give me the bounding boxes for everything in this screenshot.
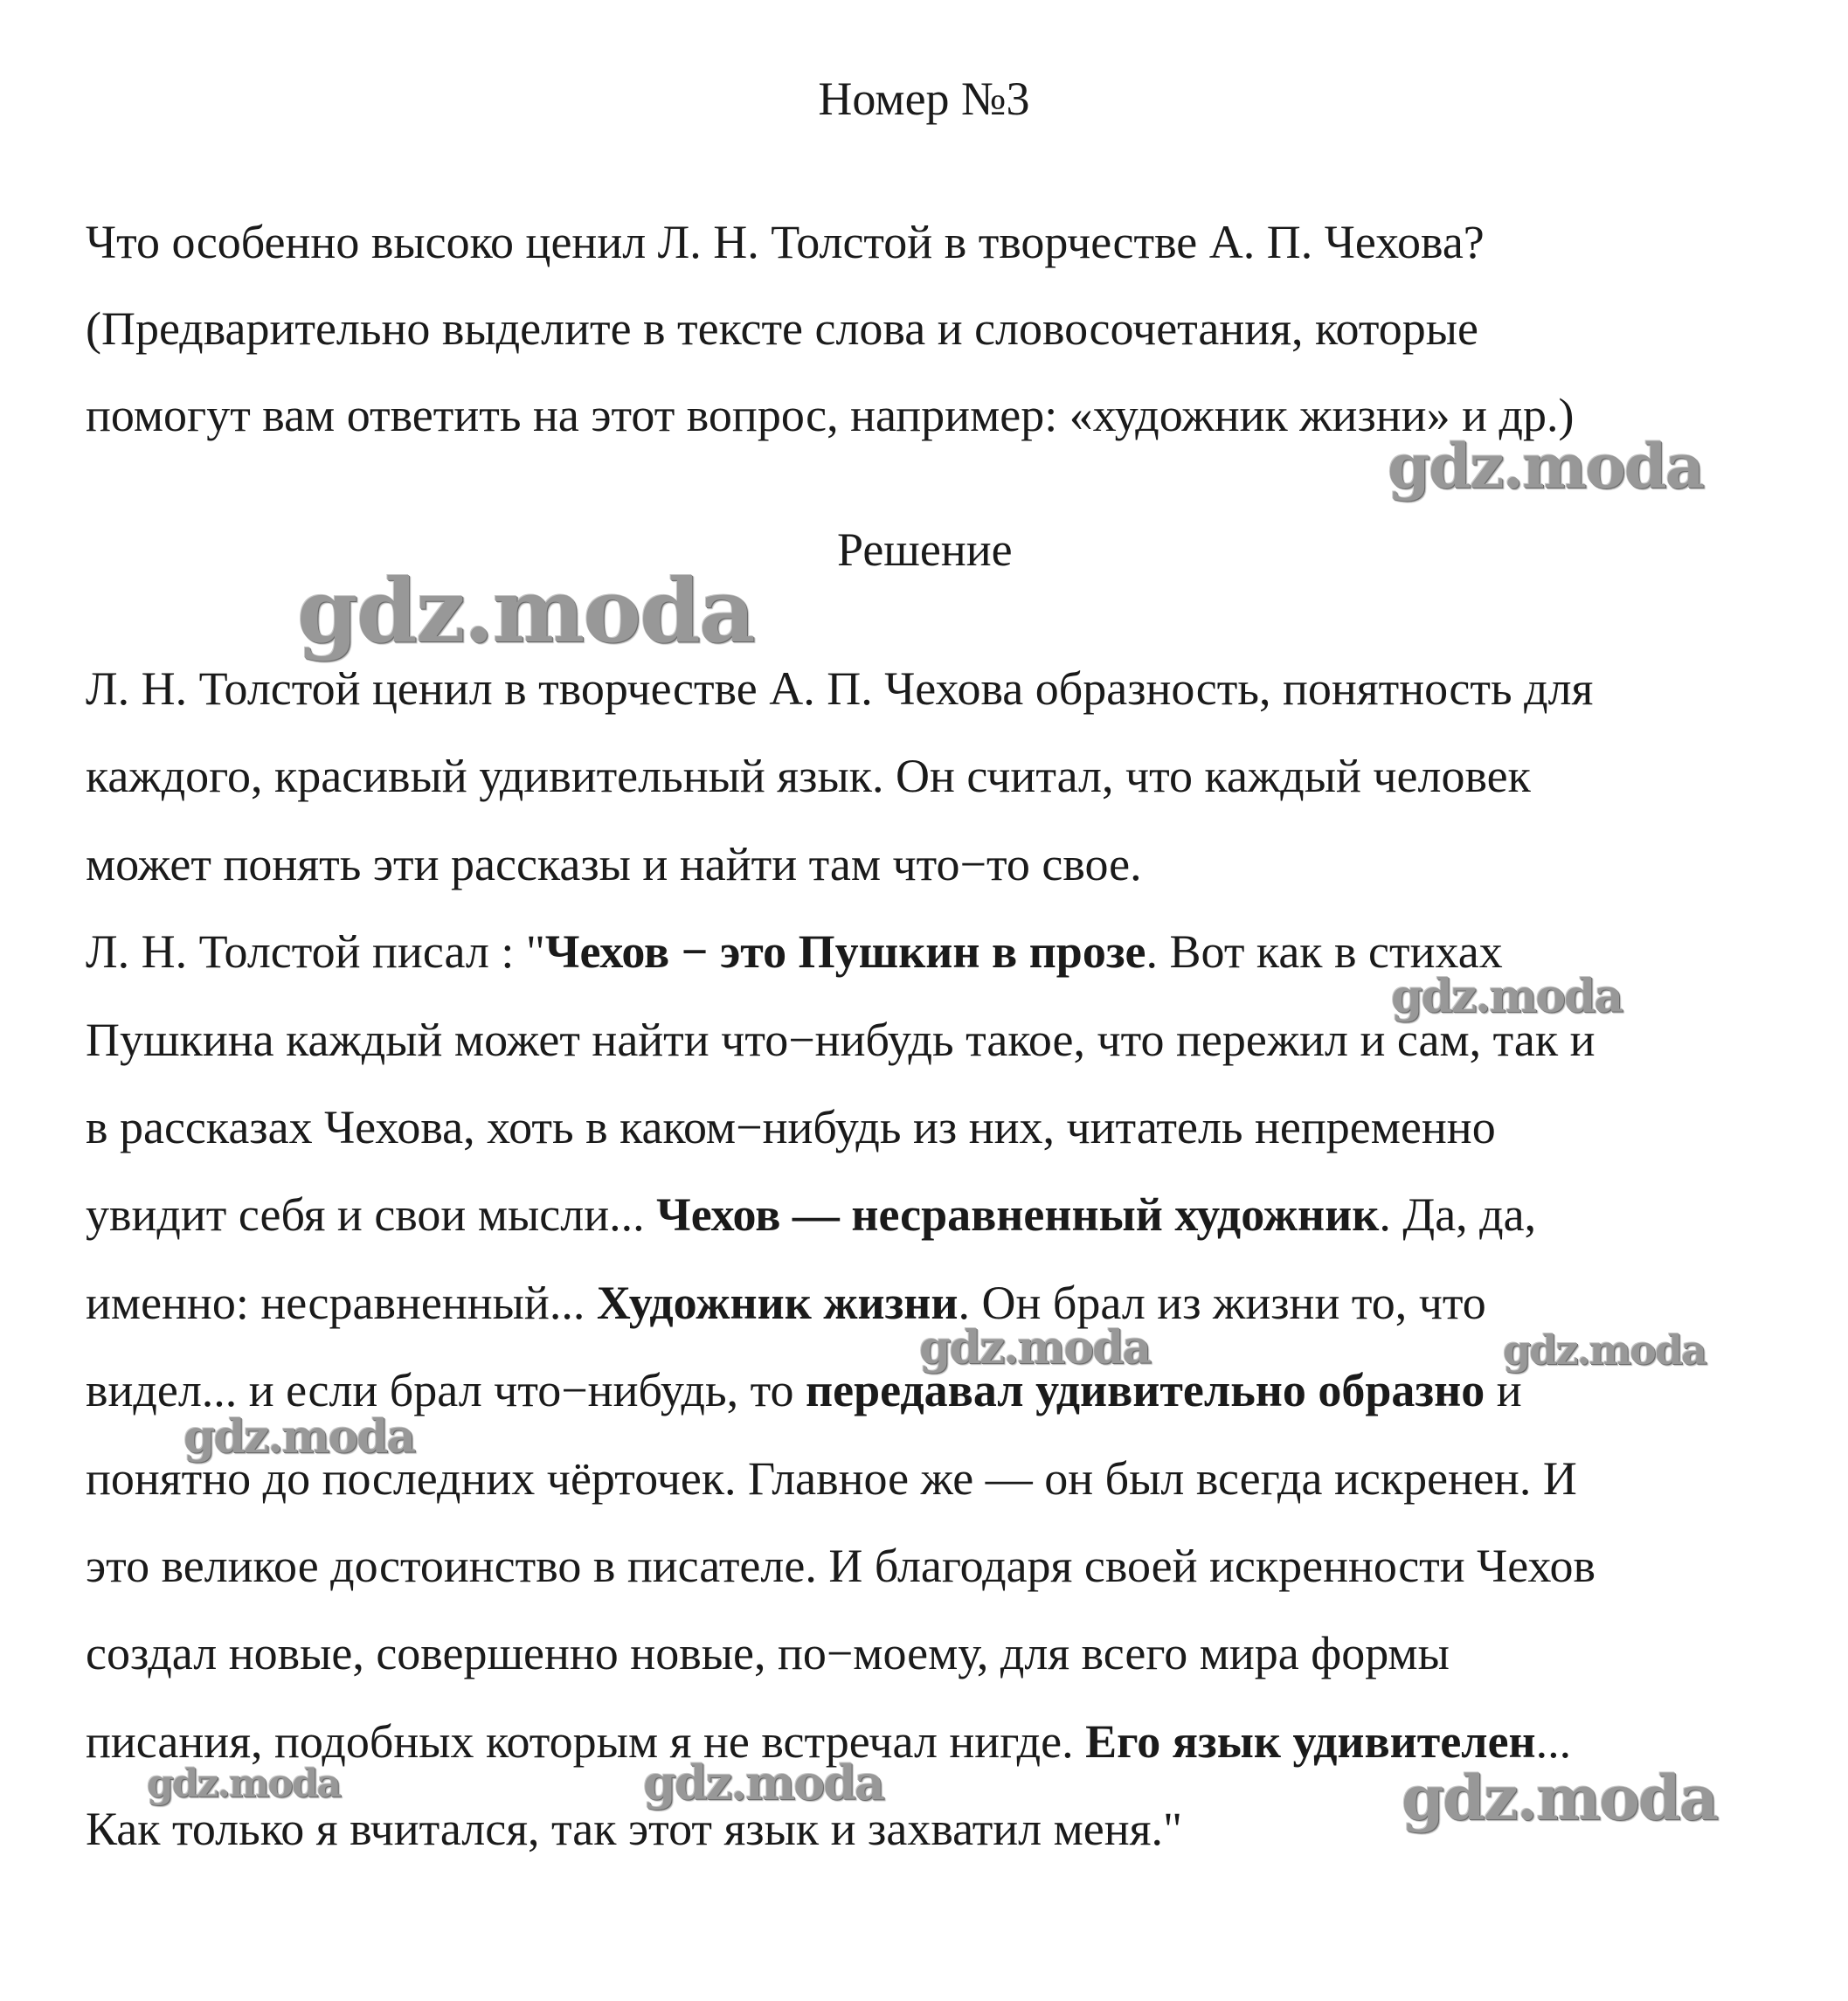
bold-quote: Чехов − это Пушкин в прозе <box>544 925 1146 979</box>
answer-line: Как только я вчитался, так этот язык и захватил меня." <box>86 1803 1183 1856</box>
answer-text: увидит себя и свои мысли... <box>86 1188 657 1242</box>
answer-text: и <box>1485 1364 1522 1417</box>
answer-line: понятно до последних чёрточек. Главное же — он был всегда искренен. И <box>86 1451 1577 1505</box>
answer-line: Пушкина каждый может найти что−нибудь такое, что пережил и сам, так и <box>86 1013 1595 1066</box>
page-title: Номер №3 <box>818 73 1030 125</box>
answer-text: . Да, да, <box>1379 1188 1537 1242</box>
answer-block <box>86 645 1781 1873</box>
answer-line: в рассказах Чехова, хоть в каком−нибудь из них, читатель непременно <box>86 1101 1496 1154</box>
watermark: gdz.moda <box>1391 970 1623 1023</box>
answer-line <box>86 1171 1781 1258</box>
question-line: (Предварительно выделите в тексте слова и словосочетания, которые <box>86 302 1478 355</box>
watermark: gdz.moda <box>643 1755 883 1811</box>
bold-quote: Его язык удивителен <box>1085 1714 1536 1768</box>
answer-line: это великое достоинство в писателе. И благодаря своей искренности Чехов <box>86 1540 1595 1593</box>
bold-quote: Художник жизни <box>596 1276 959 1329</box>
question-line: помогут вам ответить на этот вопрос, например: «художник жизни» и др.) <box>86 389 1575 441</box>
question-line: Что особенно высоко ценил Л. Н. Толстой в творчестве А. П. Чехова? <box>86 216 1485 268</box>
answer-text: именно: несравненный... <box>86 1276 597 1329</box>
watermark: gdz.moda <box>147 1762 341 1806</box>
question-block <box>86 199 1781 459</box>
answer-text: Л. Н. Толстой писал : " <box>86 925 545 979</box>
watermark: gdz.moda <box>1402 1762 1718 1834</box>
watermark: gdz.moda <box>919 1321 1151 1374</box>
answer-line: может понять эти рассказы и найти там что−то свое. <box>86 837 1142 890</box>
answer-line: Л. Н. Толстой ценил в творчестве А. П. Чехова образность, понятность для <box>86 662 1594 715</box>
answer-text: . Вот как в стихах <box>1145 925 1503 979</box>
watermark: gdz.moda <box>183 1410 415 1464</box>
watermark: gdz.moda <box>1388 430 1704 502</box>
bold-quote: Чехов — несравненный художник <box>656 1188 1380 1242</box>
answer-text: писания, подобных которым я не встречал нигде. <box>86 1714 1086 1768</box>
bold-quote: передавал удивительно образно <box>805 1364 1485 1417</box>
watermark: gdz.moda <box>297 559 754 662</box>
answer-text: ... <box>1535 1714 1572 1768</box>
watermark: gdz.moda <box>1503 1326 1706 1374</box>
answer-line: создал новые, совершенно новые, по−моему, для всего мира формы <box>86 1627 1450 1680</box>
answer-text: . Он брал из жизни то, что <box>958 1276 1486 1329</box>
solution-heading: Решение <box>837 523 1013 576</box>
answer-line: каждого, красивый удивительный язык. Он считал, что каждый человек <box>86 750 1531 803</box>
answer-text: видел... и если брал что−нибудь, то <box>86 1364 806 1417</box>
